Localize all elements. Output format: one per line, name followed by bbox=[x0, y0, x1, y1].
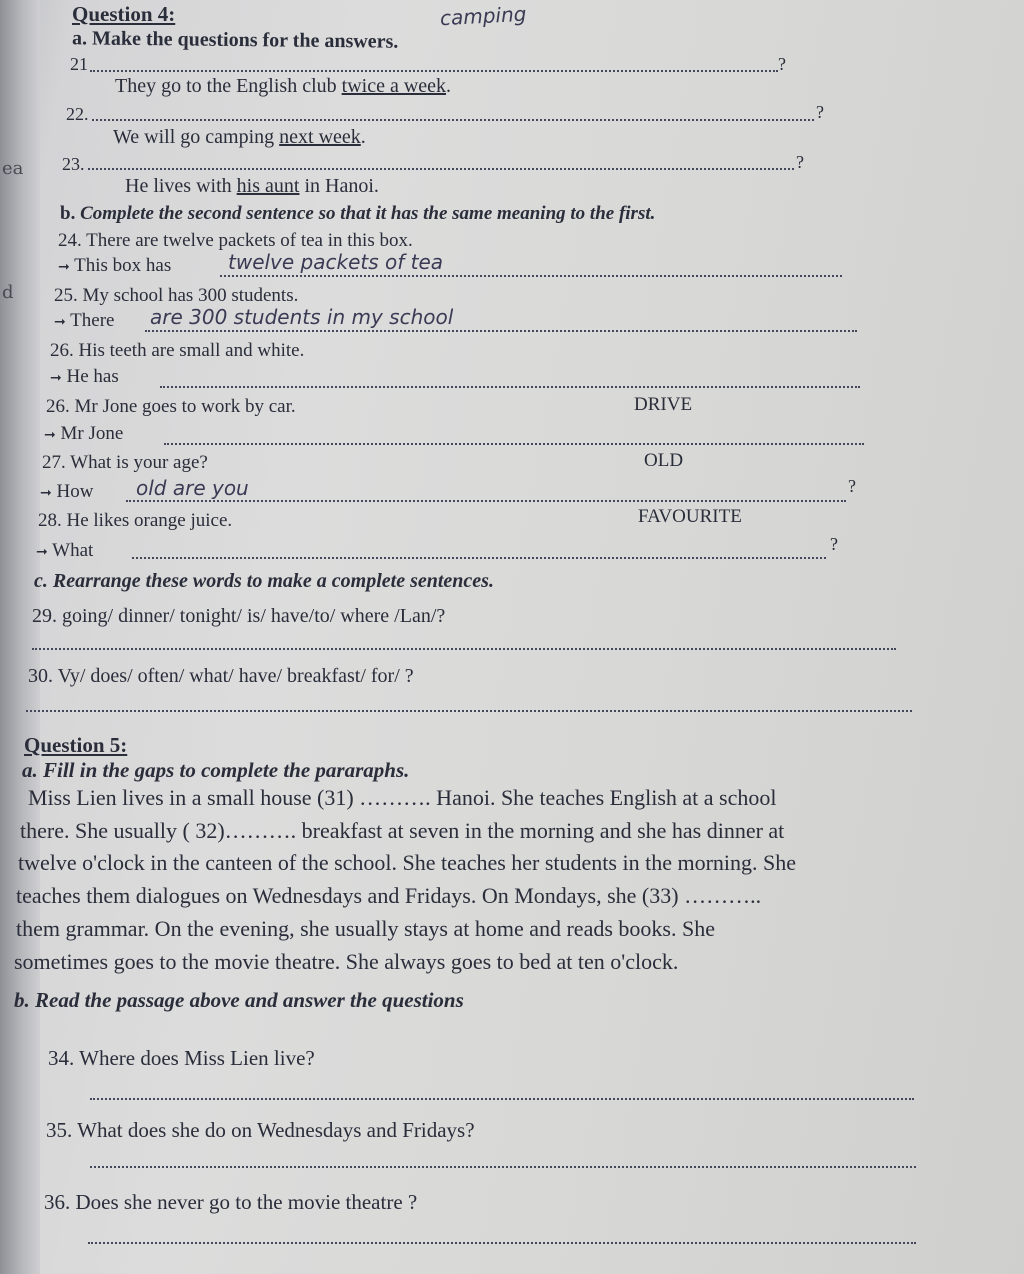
item-25-handwritten-answer: are 300 students in my school bbox=[150, 305, 454, 329]
paragraph-line-4: teaches them dialogues on Wednesdays and Fridays. On Mondays, she (33) ……….. bbox=[16, 883, 762, 908]
paragraph-line-3: twelve o'clock in the canteen of the school. She teaches her students in the morning. She bbox=[18, 850, 797, 875]
section-c-heading: c. Rearrange these words to make a complete sentences. bbox=[34, 570, 494, 592]
item-28-keyword: FAVOURITE bbox=[638, 506, 742, 527]
handwritten-note: camping bbox=[439, 1, 527, 31]
arrow-right-icon: ➞ bbox=[54, 314, 66, 330]
item-22-answer: We will go camping next week. bbox=[113, 126, 366, 148]
item-21-number: 21 bbox=[70, 54, 88, 74]
item-27-blank[interactable] bbox=[126, 500, 846, 502]
item-28-prompt: ➞ What bbox=[36, 540, 94, 561]
item-26b-prompt: ➞ Mr Jone bbox=[44, 423, 124, 444]
item-25-question: 25. My school has 300 students. bbox=[54, 285, 299, 306]
paragraph-line-6: sometimes goes to the movie theatre. She always goes to bed at ten o'clock. bbox=[14, 949, 679, 974]
item-27-mark: ? bbox=[848, 476, 856, 496]
item-26b-keyword: DRIVE bbox=[634, 394, 693, 415]
item-30-blank[interactable] bbox=[26, 710, 912, 712]
item-27-prompt: ➞ How bbox=[40, 481, 94, 502]
question-34: 34. Where does Miss Lien live? bbox=[48, 1046, 315, 1070]
q5-section-b-heading: b. Read the passage above and answer the questions bbox=[14, 988, 464, 1012]
item-26b-blank[interactable] bbox=[164, 443, 864, 445]
item-27-question: 27. What is your age? bbox=[42, 452, 208, 473]
item-26-question: 26. His teeth are small and white. bbox=[50, 340, 305, 361]
item-27-handwritten-answer: old are you bbox=[136, 476, 249, 500]
item-26b-question: 26. Mr Jone goes to work by car. bbox=[46, 396, 296, 417]
spine-mark-2: d bbox=[2, 282, 14, 303]
item-28-mark: ? bbox=[830, 534, 838, 554]
item-23-mark: ? bbox=[796, 152, 804, 172]
paragraph-line-2: there. She usually ( 32)………. breakfast at seven in the morning and she has dinner at bbox=[20, 818, 785, 843]
item-29-blank[interactable] bbox=[32, 648, 896, 650]
item-27-keyword: OLD bbox=[644, 450, 684, 471]
item-22-number: 22. bbox=[66, 104, 89, 124]
item-25-blank[interactable] bbox=[145, 330, 857, 332]
paragraph-line-5: them grammar. On the evening, she usually stays at home and reads books. She bbox=[16, 916, 715, 941]
section-b-heading: b. Complete the second sentence so that it has the same meaning to the first. bbox=[60, 203, 656, 224]
item-22-mark: ? bbox=[816, 102, 824, 122]
item-28-blank[interactable] bbox=[132, 557, 826, 559]
item-23-answer: He lives with his aunt in Hanoi. bbox=[125, 175, 379, 197]
arrow-right-icon: ➞ bbox=[58, 259, 70, 275]
arrow-right-icon: ➞ bbox=[50, 370, 62, 386]
spine-mark-1: ea bbox=[2, 158, 24, 179]
question-36-blank[interactable] bbox=[88, 1242, 916, 1244]
arrow-right-icon: ➞ bbox=[40, 485, 52, 501]
item-24-blank[interactable] bbox=[220, 275, 842, 277]
item-26-blank[interactable] bbox=[160, 386, 860, 388]
question-35: 35. What does she do on Wednesdays and Fridays? bbox=[46, 1118, 475, 1142]
book-spine-shadow bbox=[0, 0, 40, 1274]
question-36: 36. Does she never go to the movie theatre ? bbox=[44, 1190, 418, 1214]
item-21-mark: ? bbox=[778, 54, 786, 74]
question-34-blank[interactable] bbox=[90, 1098, 914, 1100]
item-30-words: 30. Vy/ does/ often/ what/ have/ breakfast/ for/ ? bbox=[28, 665, 414, 687]
question-4-title: Question 4: bbox=[72, 2, 176, 26]
item-24-question: 24. There are twelve packets of tea in this box. bbox=[58, 230, 413, 251]
item-24-prompt: ➞ This box has bbox=[58, 255, 172, 276]
arrow-right-icon: ➞ bbox=[36, 544, 48, 560]
section-a-heading: a. Make the questions for the answers. bbox=[71, 27, 399, 53]
item-22-blank[interactable] bbox=[92, 119, 814, 121]
item-29-words: 29. going/ dinner/ tonight/ is/ have/to/ where /Lan/? bbox=[32, 605, 446, 627]
arrow-right-icon: ➞ bbox=[44, 427, 56, 443]
item-26-prompt: ➞ He has bbox=[50, 366, 119, 387]
question-35-blank[interactable] bbox=[90, 1166, 916, 1168]
item-23-blank[interactable] bbox=[88, 168, 794, 170]
item-21-answer: They go to the English club twice a week. bbox=[115, 75, 452, 97]
item-21-blank[interactable] bbox=[90, 70, 778, 72]
question-5-title: Question 5: bbox=[24, 733, 128, 757]
paragraph-line-1: Miss Lien lives in a small house (31) ………. Hanoi. She teaches English at a school bbox=[28, 785, 777, 810]
item-23-number: 23. bbox=[62, 154, 85, 174]
item-28-question: 28. He likes orange juice. bbox=[38, 510, 233, 531]
item-25-prompt: ➞ There bbox=[54, 310, 115, 331]
q5-section-a-heading: a. Fill in the gaps to complete the pararaphs. bbox=[22, 758, 410, 782]
item-24-handwritten-answer: twelve packets of tea bbox=[228, 250, 444, 274]
